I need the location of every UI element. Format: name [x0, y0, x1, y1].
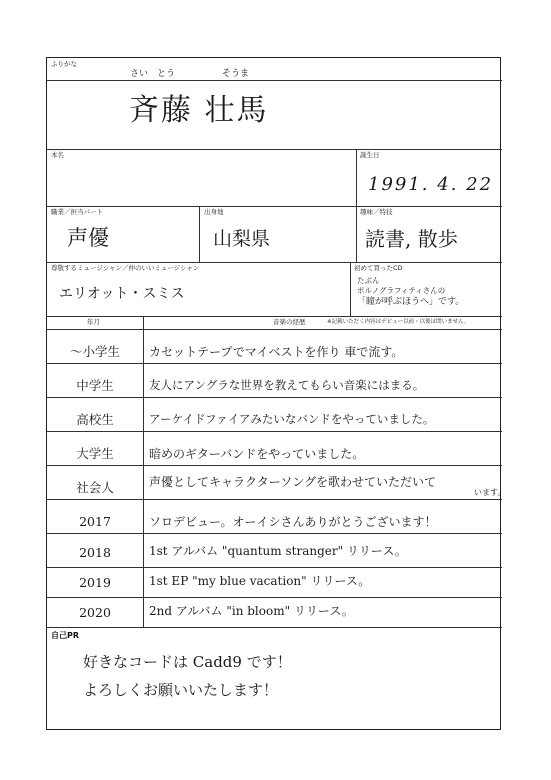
history-year: 2019	[79, 575, 111, 590]
history-year: 2017	[79, 514, 111, 529]
history-text-continuation: います。	[474, 488, 506, 497]
birthplace-label: 出身地	[204, 208, 224, 216]
self-pr-line2: よろしくお願いいたします！	[83, 681, 279, 699]
divider	[47, 262, 502, 263]
divider	[47, 363, 502, 364]
respected-label: 尊敬するミュージシャン／仲のいいミュージシャン	[51, 264, 200, 272]
divider	[47, 533, 502, 534]
honmyo-label: 本名	[51, 151, 64, 159]
divider	[47, 397, 502, 398]
self-pr-line1: 好きなコードは Cadd9 です！	[83, 653, 292, 671]
history-text: アーケイドファイアみたいなバンドをやっていました。	[149, 412, 435, 426]
history-text: 暗めのギターバンドをやっていました。	[149, 447, 365, 461]
occupation-label: 職業／担当パート	[51, 208, 103, 216]
hobby-value: 読書, 散歩	[365, 227, 458, 251]
divider	[47, 80, 502, 81]
divider	[47, 465, 502, 466]
history-year: 大学生	[76, 446, 114, 461]
profile-sheet	[46, 57, 506, 730]
divider	[47, 431, 502, 432]
divider	[47, 627, 502, 628]
history-text: 2nd アルバム "in bloom" リリース。	[149, 604, 354, 618]
history-text: カセットテープでマイベストを作り 車で流す。	[149, 345, 404, 359]
history-year: 社会人	[76, 480, 114, 495]
divider	[199, 206, 200, 262]
furigana-mei: そうま	[222, 69, 250, 79]
divider	[47, 499, 502, 500]
first-cd-line1: たぶん	[357, 276, 380, 285]
occupation-value: 声優	[67, 226, 109, 250]
history-text: ソロデビュー。オーイシさんありがとうございます！	[149, 515, 437, 529]
divider	[47, 206, 502, 207]
year-header: 年月	[87, 318, 100, 326]
furigana-label: ふりがな	[51, 60, 77, 68]
divider	[47, 597, 502, 598]
divider	[47, 329, 502, 330]
divider	[143, 316, 144, 627]
first-cd-line3: 「瞳が呼ぶほうへ」です。	[357, 297, 465, 307]
history-text: 声優としてキャラクターソングを歌わせていただいて	[149, 475, 437, 489]
divider	[47, 316, 502, 317]
history-year: 2018	[79, 545, 111, 560]
history-text: 1st アルバム "quantum stranger" リリース。	[149, 544, 407, 558]
history-year: ～小学生	[69, 344, 120, 359]
divider	[47, 567, 502, 568]
history-year: 2020	[79, 605, 111, 620]
name-value: 斉藤 壮馬	[129, 93, 269, 128]
history-text: 友人にアングラな世界を教えてもらい音楽にはまる。	[149, 378, 425, 392]
history-header: 音楽の経歴	[273, 318, 306, 326]
first-cd-line2: ポルノグラフィティさんの	[357, 286, 446, 295]
history-text: 1st EP "my blue vacation" リリース。	[149, 574, 371, 588]
self-pr-label: 自己PR	[51, 631, 80, 640]
hobby-label: 趣味／特技	[360, 208, 393, 216]
birthday-label: 誕生日	[360, 151, 380, 159]
history-year: 高校生	[76, 412, 114, 427]
history-year: 中学生	[76, 378, 114, 393]
birthday-value: 1991. 4. 22	[368, 174, 494, 195]
birthplace-value: 山梨県	[213, 228, 271, 250]
divider	[47, 149, 502, 150]
divider	[356, 149, 357, 206]
furigana-sei: さい とう	[130, 69, 176, 79]
divider	[356, 206, 357, 262]
history-note: ※記載いただく内容はデビュー以前・以後は問いません。	[327, 319, 470, 325]
respected-value: エリオット・スミス	[59, 286, 185, 302]
divider	[350, 262, 351, 316]
first-cd-label: 初めて買ったCD	[354, 264, 403, 272]
